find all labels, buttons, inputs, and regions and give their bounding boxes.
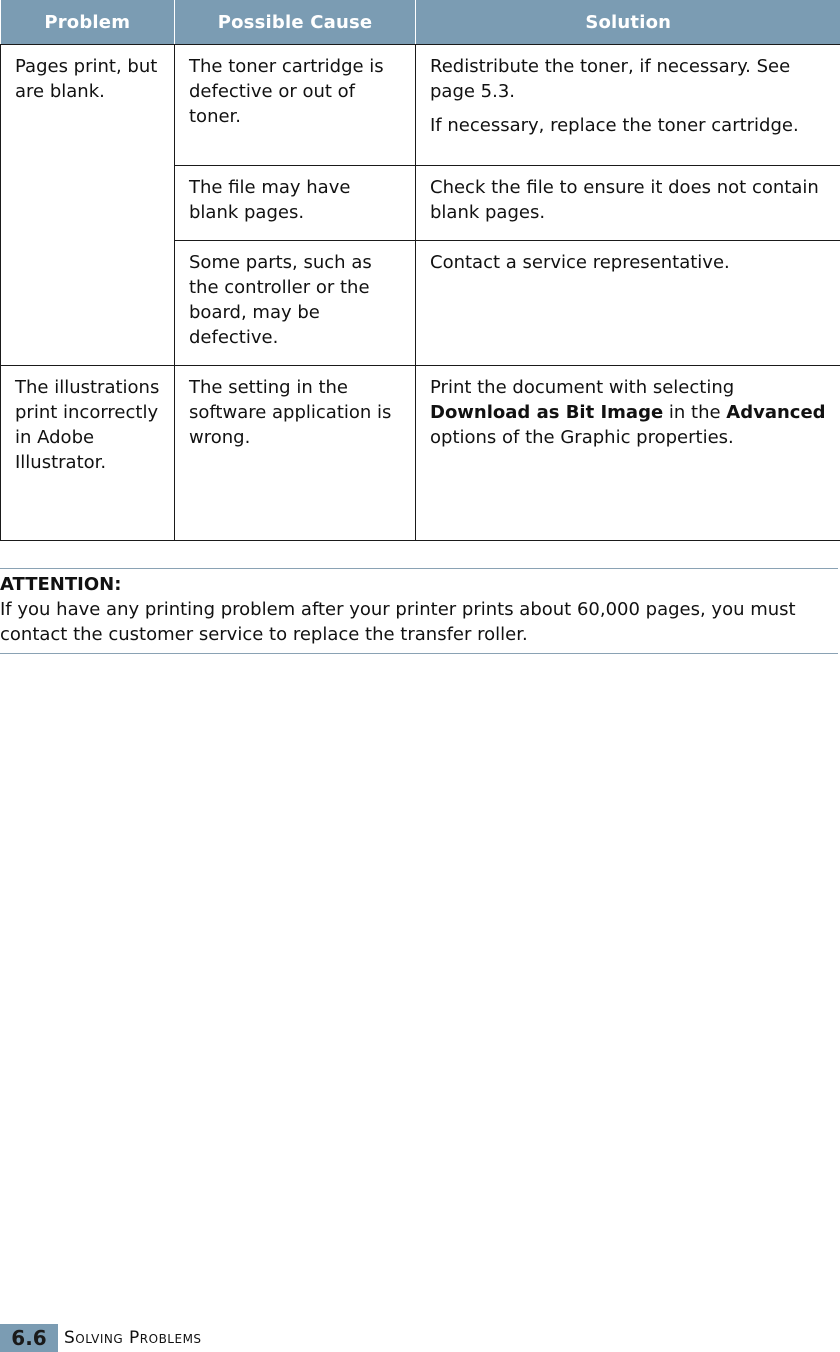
solution-text: Contact a service representative. xyxy=(430,252,730,273)
cause-cell xyxy=(175,45,416,166)
option-advanced: Advanced xyxy=(726,402,826,423)
option-download-as-bit-image: Download as Bit Image xyxy=(430,402,664,423)
cause-cell xyxy=(175,166,416,241)
solution-text: Check the file to ensure it does not contain blank pages. xyxy=(430,177,819,223)
solution-cell xyxy=(416,45,840,166)
section-title: Solving Problems xyxy=(64,1328,202,1348)
cause-text: The file may have blank pages. xyxy=(189,177,351,223)
attention-heading: ATTENTION: xyxy=(0,574,122,595)
solution-cell xyxy=(416,166,840,241)
attention-text: If you have any printing problem after your printer prints about 60,000 pages, you must contact the customer service to replace the transfer roller. xyxy=(0,599,796,645)
attention-note xyxy=(0,568,838,654)
problem-text: The illustrations print incorrectly in Adobe Illustrator. xyxy=(15,377,160,473)
solution-text: If necessary, replace the toner cartridge. xyxy=(430,115,799,136)
solution-text: Redistribute the toner, if necessary. See page 5.3. xyxy=(430,56,791,102)
troubleshooting-table xyxy=(0,0,840,541)
header-solution: Solution xyxy=(416,0,840,45)
page-number: 6.6 xyxy=(0,1324,58,1352)
problem-text: Pages print, but are blank. xyxy=(15,56,158,102)
solution-cell xyxy=(416,366,840,541)
cause-cell xyxy=(175,241,416,366)
table-row xyxy=(1,366,840,541)
header-problem: Problem xyxy=(1,0,175,45)
table-row xyxy=(1,45,840,166)
solution-text-part: in the xyxy=(663,402,727,423)
cause-text: The setting in the software application is wrong. xyxy=(189,377,392,448)
problem-cell xyxy=(1,366,175,541)
solution-text-part: options of the Graphic properties. xyxy=(430,427,734,448)
header-possible-cause: Possible Cause xyxy=(175,0,416,45)
page-footer xyxy=(0,1324,202,1352)
solution-cell xyxy=(416,241,840,366)
solution-text-part: Print the document with selecting xyxy=(430,377,735,398)
cause-text: Some parts, such as the controller or the board, may be defective. xyxy=(189,252,372,348)
problem-cell xyxy=(1,45,175,366)
table-header-row xyxy=(1,0,840,45)
solution-text xyxy=(430,375,830,450)
cause-text: The toner cartridge is defective or out of toner. xyxy=(189,56,384,127)
cause-cell xyxy=(175,366,416,541)
